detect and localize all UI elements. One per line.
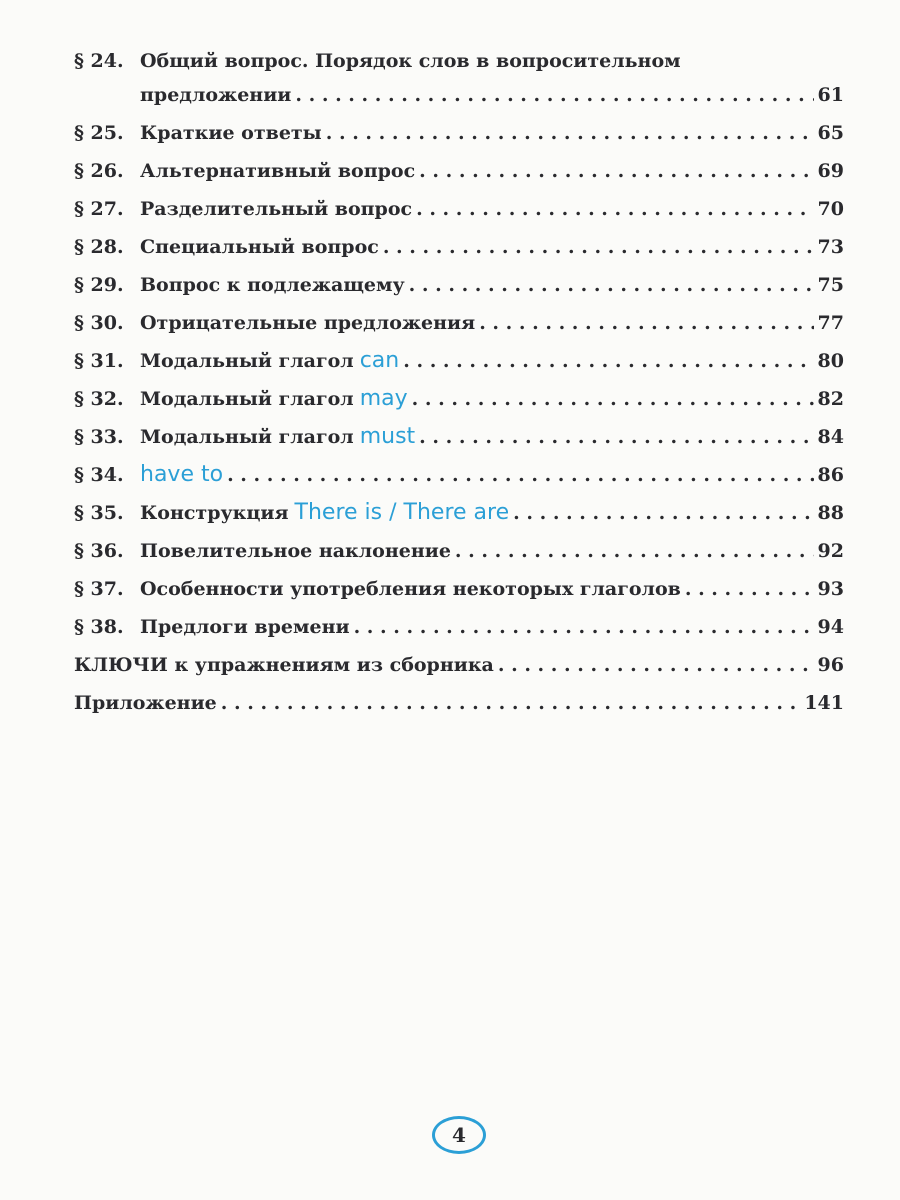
section-title: Модальный глагол — [140, 350, 354, 372]
leader-dots — [479, 310, 813, 336]
section-number: § 37. — [74, 578, 124, 600]
leader-dots — [403, 348, 813, 374]
leader-dots — [383, 234, 814, 260]
page-ref: 86 — [817, 464, 844, 486]
section-number: § 30. — [74, 312, 124, 334]
section-title: Альтернативный вопрос — [140, 160, 416, 182]
leader-dots — [412, 386, 814, 412]
section-number: § 36. — [74, 540, 124, 562]
leader-dots — [513, 500, 813, 526]
page-ref: 93 — [817, 578, 844, 600]
leader-dots — [419, 424, 813, 450]
section-number: § 24. — [74, 50, 124, 72]
section-title: Модальный глагол — [140, 426, 354, 448]
page-ref: 141 — [804, 692, 844, 714]
page-ref: 65 — [817, 122, 844, 144]
leader-dots — [409, 272, 814, 298]
page-ref: 84 — [817, 426, 844, 448]
toc-entry-35 — [74, 500, 844, 526]
toc-entry-32 — [74, 386, 844, 412]
toc-entry-38 — [74, 614, 844, 640]
toc-entry-keys — [74, 652, 844, 678]
toc-entry-34 — [74, 462, 844, 488]
english-term: have to — [140, 462, 224, 487]
toc-entry-27 — [74, 196, 844, 222]
section-number: § 35. — [74, 502, 124, 524]
page-ref: 77 — [817, 312, 844, 334]
section-number: § 27. — [74, 198, 124, 220]
leader-dots — [455, 538, 814, 564]
page-ref: 88 — [817, 502, 844, 524]
toc-entry-24-line1 — [74, 48, 844, 74]
section-title: Особенности употребления некоторых глаголов — [140, 578, 681, 600]
page-ref: 73 — [817, 236, 844, 258]
section-title: Модальный глагол — [140, 388, 354, 410]
leader-dots — [416, 196, 813, 222]
leader-dots — [326, 120, 814, 146]
page-ref: 61 — [817, 84, 844, 106]
section-title: КЛЮЧИ к упражнениям из сборника — [74, 654, 494, 676]
section-title: Специальный вопрос — [140, 236, 379, 258]
section-number: § 28. — [74, 236, 124, 258]
leader-dots — [685, 576, 814, 602]
section-title-continued: предложении — [140, 84, 292, 106]
english-term: There is / There are — [294, 500, 510, 525]
leader-dots — [354, 614, 814, 640]
toc-entry-26 — [74, 158, 844, 184]
toc-entry-29 — [74, 272, 844, 298]
section-title: Приложение — [74, 692, 217, 714]
toc-entry-33 — [74, 424, 844, 450]
section-number: § 34. — [74, 464, 124, 486]
page-ref: 96 — [817, 654, 844, 676]
page-ref: 70 — [817, 198, 844, 220]
page-ref: 94 — [817, 616, 844, 638]
toc-entry-30 — [74, 310, 844, 336]
page-ref: 92 — [817, 540, 844, 562]
section-title: Конструкция — [140, 502, 289, 524]
english-term: may — [359, 386, 408, 411]
section-number: § 38. — [74, 616, 124, 638]
section-title: Предлоги времени — [140, 616, 350, 638]
toc-entry-appendix — [74, 690, 844, 716]
english-term: can — [359, 348, 400, 373]
leader-dots — [295, 82, 813, 108]
section-title: Общий вопрос. Порядок слов в вопросительном — [140, 50, 681, 72]
toc-entry-31 — [74, 348, 844, 374]
toc-entry-25 — [74, 120, 844, 146]
leader-dots — [498, 652, 814, 678]
section-number: § 33. — [74, 426, 124, 448]
section-number: § 31. — [74, 350, 124, 372]
section-number: § 26. — [74, 160, 124, 182]
section-title: Повелительное наклонение — [140, 540, 451, 562]
toc-entry-37 — [74, 576, 844, 602]
section-title: Разделительный вопрос — [140, 198, 413, 220]
section-number: § 29. — [74, 274, 124, 296]
section-title: Отрицательные предложения — [140, 312, 476, 334]
page-number: 4 — [452, 1123, 466, 1147]
english-term: must — [359, 424, 416, 449]
page-number-badge — [432, 1116, 486, 1154]
leader-dots — [419, 158, 813, 184]
page-ref: 75 — [817, 274, 844, 296]
page-ref: 69 — [817, 160, 844, 182]
section-number: § 25. — [74, 122, 124, 144]
section-title: Вопрос к подлежащему — [140, 274, 405, 296]
page-ref: 82 — [817, 388, 844, 410]
section-title: Краткие ответы — [140, 122, 322, 144]
toc-entry-28 — [74, 234, 844, 260]
toc-entry-24-line2 — [74, 82, 844, 108]
leader-dots — [221, 690, 801, 716]
page-ref: 80 — [817, 350, 844, 372]
leader-dots — [227, 462, 813, 488]
toc-entry-36 — [74, 538, 844, 564]
section-number: § 32. — [74, 388, 124, 410]
